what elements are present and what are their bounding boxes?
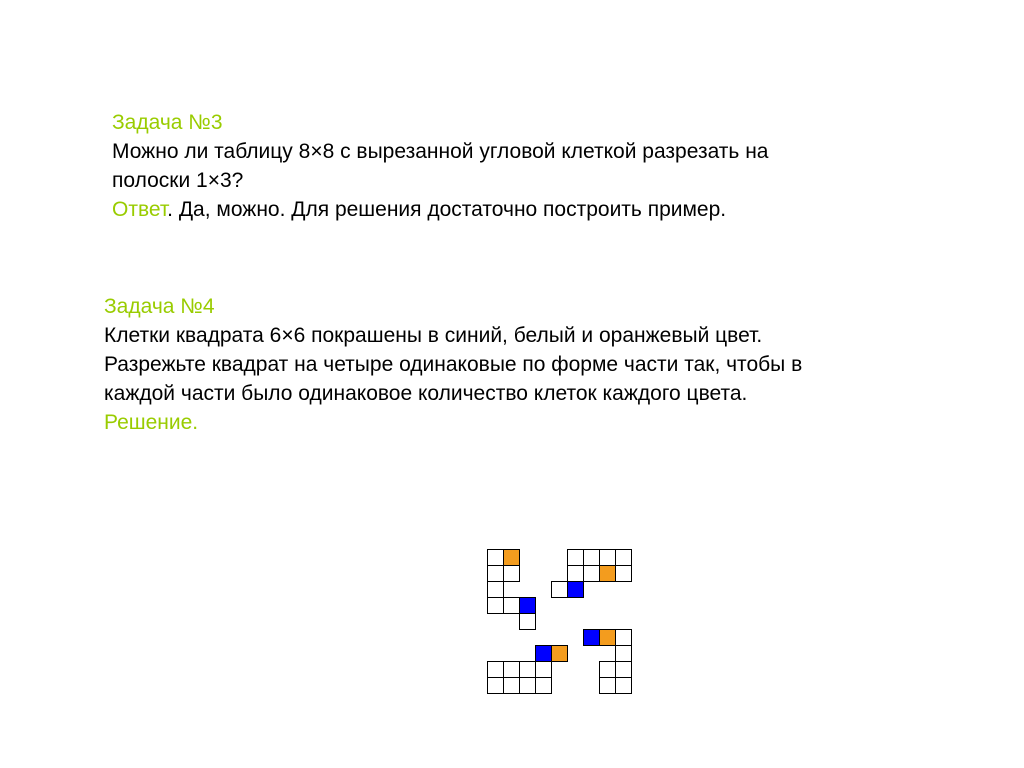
task-3-answer-label: Ответ xyxy=(112,198,168,221)
cell-white xyxy=(520,614,536,630)
task-4-text-line-3: каждой части было одинаковое количество клеток каждого цвета. xyxy=(104,382,748,405)
task-4-text-line-1: Клетки квадрата 6×6 покрашены в синий, белый и оранжевый цвет. xyxy=(104,324,763,347)
cell-white xyxy=(504,678,520,694)
cell-white xyxy=(616,646,632,662)
cell-white xyxy=(488,678,504,694)
cell-white xyxy=(488,582,504,598)
piece-3 xyxy=(584,630,632,694)
cell-blue xyxy=(584,630,600,646)
task-4-solution-label: Решение. xyxy=(104,411,199,434)
piece-2 xyxy=(552,550,632,598)
cell-white xyxy=(616,630,632,646)
cell-white xyxy=(488,566,504,582)
task-3-answer-text: . Да, можно. Для решения достаточно построить пример. xyxy=(167,198,727,221)
cell-white xyxy=(600,662,616,678)
cell-blue xyxy=(520,598,536,614)
cell-white xyxy=(616,550,632,566)
cell-white xyxy=(616,662,632,678)
cell-white xyxy=(520,662,536,678)
cell-white xyxy=(536,662,552,678)
task-4-text-line-2: Разрежьте квадрат на четыре одинаковые по форме части так, чтобы в xyxy=(104,353,803,376)
cell-white xyxy=(488,662,504,678)
cell-orange xyxy=(504,550,520,566)
cell-white xyxy=(520,678,536,694)
cell-white xyxy=(488,598,504,614)
cell-blue xyxy=(536,646,552,662)
cell-blue xyxy=(568,582,584,598)
cell-orange xyxy=(600,630,616,646)
cell-white xyxy=(568,566,584,582)
cell-white xyxy=(600,550,616,566)
task-3-block xyxy=(112,108,992,224)
cell-white xyxy=(616,566,632,582)
cell-white xyxy=(584,550,600,566)
cell-white xyxy=(504,566,520,582)
cell-white xyxy=(504,662,520,678)
cell-white xyxy=(584,566,600,582)
task-4-title: Задача №4 xyxy=(104,295,215,318)
cell-white xyxy=(536,678,552,694)
task-3-question-line-1: Можно ли таблицу 8×8 с вырезанной угловой клеткой разрезать на xyxy=(112,140,769,163)
cell-orange xyxy=(552,646,568,662)
task-4-block xyxy=(104,292,984,437)
cell-white xyxy=(552,582,568,598)
cell-white xyxy=(616,678,632,694)
cell-orange xyxy=(600,566,616,582)
task-3-answer xyxy=(112,195,992,224)
piece-4 xyxy=(488,646,568,694)
cell-white xyxy=(488,550,504,566)
cell-white xyxy=(504,598,520,614)
task-3-question-line-2: полоски 1×3? xyxy=(112,169,244,192)
piece-1 xyxy=(488,550,536,630)
cell-white xyxy=(568,550,584,566)
cell-white xyxy=(600,678,616,694)
task-3-title: Задача №3 xyxy=(112,111,223,134)
